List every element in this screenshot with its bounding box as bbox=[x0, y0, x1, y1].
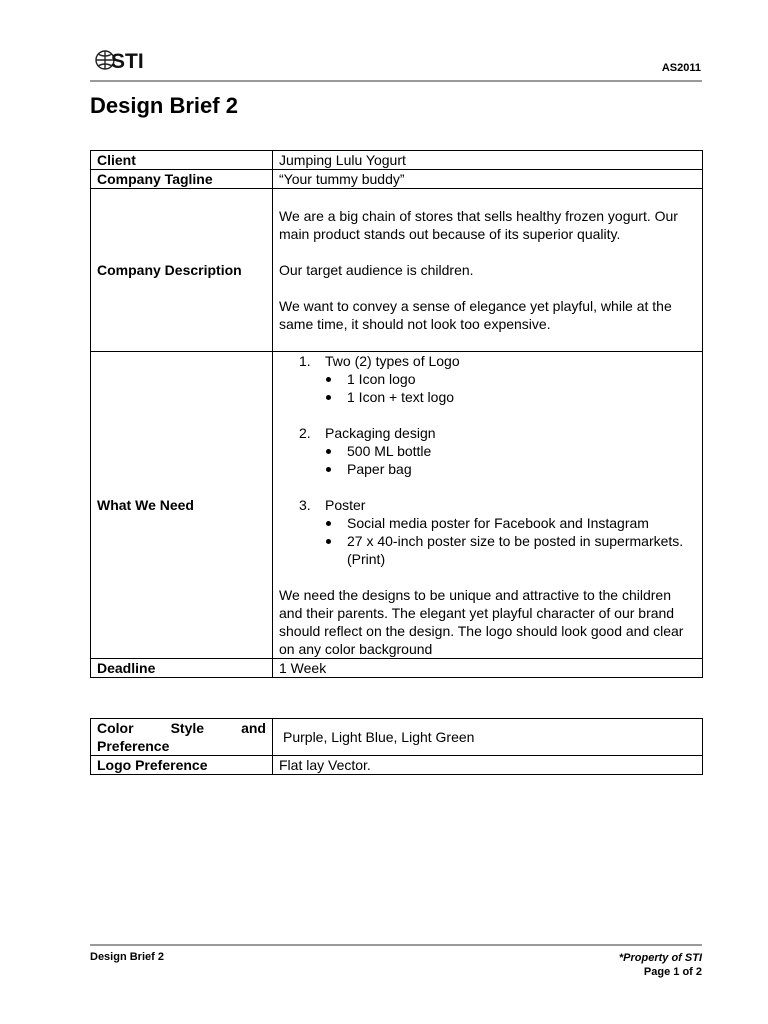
deadline-value: 1 Week bbox=[273, 659, 703, 678]
sub-list bbox=[279, 442, 696, 478]
list-item-number: 3. bbox=[299, 497, 311, 513]
sub-list bbox=[279, 514, 696, 568]
description-label: Company Description bbox=[91, 189, 273, 352]
document-code: AS2011 bbox=[661, 62, 701, 74]
needs-list bbox=[279, 424, 696, 442]
sub-list-item: Paper bag bbox=[279, 460, 696, 478]
client-value: Jumping Lulu Yogurt bbox=[273, 151, 703, 170]
bullet-icon bbox=[326, 377, 331, 382]
logo-preference-label: Logo Preference bbox=[91, 756, 273, 775]
color-preference-value: Purple, Light Blue, Light Green bbox=[273, 719, 703, 756]
sub-list-item: 1 Icon + text logo bbox=[279, 388, 696, 406]
list-item bbox=[279, 424, 696, 442]
property-notice: *Property of STI bbox=[618, 952, 702, 964]
page-title: Design Brief 2 bbox=[90, 93, 238, 118]
bullet-icon bbox=[326, 539, 331, 544]
page-number: Page 1 of 2 bbox=[643, 966, 702, 978]
bullet-icon bbox=[326, 449, 331, 454]
logo-preference-value: Flat lay Vector. bbox=[273, 756, 703, 775]
list-item-number: 1. bbox=[299, 353, 311, 369]
description-paragraph: We want to convey a sense of elegance yet playful, while at the same time, it should not look too expensive. bbox=[279, 298, 672, 332]
preference-table bbox=[90, 718, 703, 775]
tagline-row bbox=[91, 170, 703, 189]
footer-info bbox=[619, 951, 702, 979]
needs-list bbox=[279, 496, 696, 514]
sti-logo bbox=[94, 46, 152, 74]
tagline-value: “Your tummy buddy” bbox=[273, 170, 703, 189]
needs-label: What We Need bbox=[91, 352, 273, 659]
description-row bbox=[91, 189, 703, 352]
tagline-label: Company Tagline bbox=[91, 170, 273, 189]
list-item-number: 2. bbox=[299, 425, 311, 441]
footer-rule bbox=[90, 944, 702, 946]
header-rule bbox=[90, 80, 702, 82]
deadline-row bbox=[91, 659, 703, 678]
logo-text: STI bbox=[111, 50, 144, 73]
list-item bbox=[279, 496, 696, 514]
description-value bbox=[273, 189, 703, 352]
design-brief-table bbox=[90, 150, 703, 678]
sub-list-item: 500 ML bottle bbox=[279, 442, 696, 460]
sub-list-item: 1 Icon logo bbox=[279, 370, 696, 388]
sub-list-item: Social media poster for Facebook and Instagram bbox=[279, 514, 696, 532]
needs-value bbox=[273, 352, 703, 659]
description-paragraph: We are a big chain of stores that sells healthy frozen yogurt. Our main product stands out because of its superior quality. bbox=[279, 208, 678, 242]
bullet-icon bbox=[326, 521, 331, 526]
color-row bbox=[91, 719, 703, 756]
color-preference-label: Color Style and Preference bbox=[91, 719, 273, 756]
sub-list-item: 27 x 40-inch poster size to be posted in supermarkets. (Print) bbox=[279, 532, 696, 568]
client-label: Client bbox=[91, 151, 273, 170]
logo-row bbox=[91, 756, 703, 775]
needs-note: We need the designs to be unique and attractive to the children and their parents. The elegant yet playful character of our brand should reflect on the design. The logo should look good and clear on any color background bbox=[279, 587, 684, 657]
needs-list bbox=[279, 352, 696, 370]
list-item-text: Two (2) types of Logo bbox=[325, 353, 460, 369]
description-paragraph: Our target audience is children. bbox=[279, 262, 474, 278]
list-item-text: Packaging design bbox=[325, 425, 436, 441]
footer-document-name: Design Brief 2 bbox=[90, 951, 164, 963]
sub-list bbox=[279, 370, 696, 406]
list-item-text: Poster bbox=[325, 497, 366, 513]
client-row bbox=[91, 151, 703, 170]
bullet-icon bbox=[326, 395, 331, 400]
bullet-icon bbox=[326, 467, 331, 472]
needs-row bbox=[91, 352, 703, 659]
list-item bbox=[279, 352, 696, 370]
deadline-label: Deadline bbox=[91, 659, 273, 678]
